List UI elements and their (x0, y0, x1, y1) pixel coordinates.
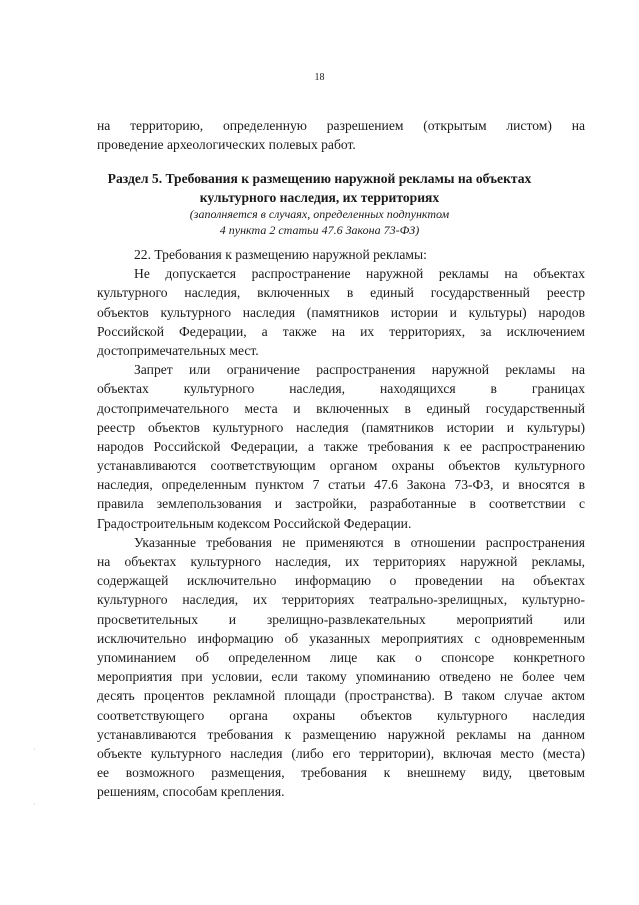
text-line: объекте культурного наследия (либо его территории), включая место (места) (97, 745, 585, 761)
page-number: 18 (314, 72, 325, 83)
text-line: Не допускается распространение наружной рекламы на объектах (134, 266, 585, 282)
text-line: Запрет или ограничение распространения наружной рекламы на (134, 362, 585, 378)
section-note-line: 4 пункта 2 статьи 47.6 Закона 73-ФЗ) (219, 223, 420, 237)
text-line: народов Российской Федерации, а также требования к ее распространению (97, 438, 585, 454)
text-line: мероприятия при условии, если такому упоминанию отведено не более чем (97, 669, 585, 685)
text-line: устанавливаются требования к размещению наружной рекламы на данном (97, 726, 585, 742)
text-line: наследия, определенным пунктом 7 статьи 47.6 Закона 73-ФЗ, и вносятся в (97, 477, 585, 493)
text-line: правила землепользования и застройки, разработанные в соответствии с (97, 496, 585, 512)
text-line: десять процентов рекламной площади (пространства). В таком случае актом (97, 688, 585, 704)
scan-speck: · (33, 745, 36, 754)
text-line: Российской Федерации, а также на их территориях, за исключением (97, 323, 585, 339)
text-line: культурного наследия, включенных в единый государственный реестр (97, 285, 585, 301)
section-title-line: культурного наследия, их территориях (199, 190, 440, 205)
section-heading (0, 169, 639, 207)
text-line: упоминанием об определенном лице как о спонсоре конкретного (97, 649, 585, 665)
text-line: на объектах культурного наследия, их территориях наружной рекламы, (97, 554, 585, 569)
text-line: достопримечательных мест. (97, 342, 259, 358)
text-line: Указанные требования не применяются в отношении распространения (134, 534, 585, 550)
text-line: исключительно информацию об указанных мероприятиях с одновременным (97, 630, 585, 646)
text-line: содержащей исключительно информацию о проведении на объектах (97, 573, 585, 589)
scan-speck: · (33, 800, 36, 809)
text-line: реестр объектов культурного наследия (памятников истории и культуры) (97, 419, 585, 435)
text-line: устанавливаются соответствующим органом охраны объектов культурного (97, 458, 585, 474)
section-note-line: (заполняется в случаях, определенных подпунктом (189, 207, 450, 221)
section-note (0, 206, 639, 238)
clause-heading: 22. Требования к размещению наружной рекламы: (134, 247, 427, 262)
text-line: культурного наследия, их территориях театрально-зрелищных, культурно- (97, 592, 585, 608)
section-body (97, 245, 585, 801)
text-line: объектах культурного наследия, находящихся в границах (97, 381, 585, 397)
text-line: объектов культурного наследия (памятников истории и культуры) народов (97, 304, 585, 320)
text-line: соответствующего органа охраны объектов культурного наследия (97, 707, 585, 723)
text-line: просветительных и зрелищно-развлекательных мероприятий или (97, 611, 585, 627)
text-line: ее возможного размещения, требования к внешнему виду, цветовым (97, 765, 585, 781)
text-line: решениям, способам крепления. (97, 784, 285, 800)
text-line: на территорию, определенную разрешением (открытым листом) на (97, 118, 585, 133)
text-line: достопримечательного места и включенных в единый государственный (97, 400, 585, 416)
intro-paragraph (97, 116, 585, 154)
text-line: Градостроительным кодексом Российской Федерации. (97, 515, 412, 531)
text-line: проведение археологических полевых работ. (97, 137, 356, 153)
section-title-line: Раздел 5. Требования к размещению наружной рекламы на объектах (107, 171, 532, 186)
